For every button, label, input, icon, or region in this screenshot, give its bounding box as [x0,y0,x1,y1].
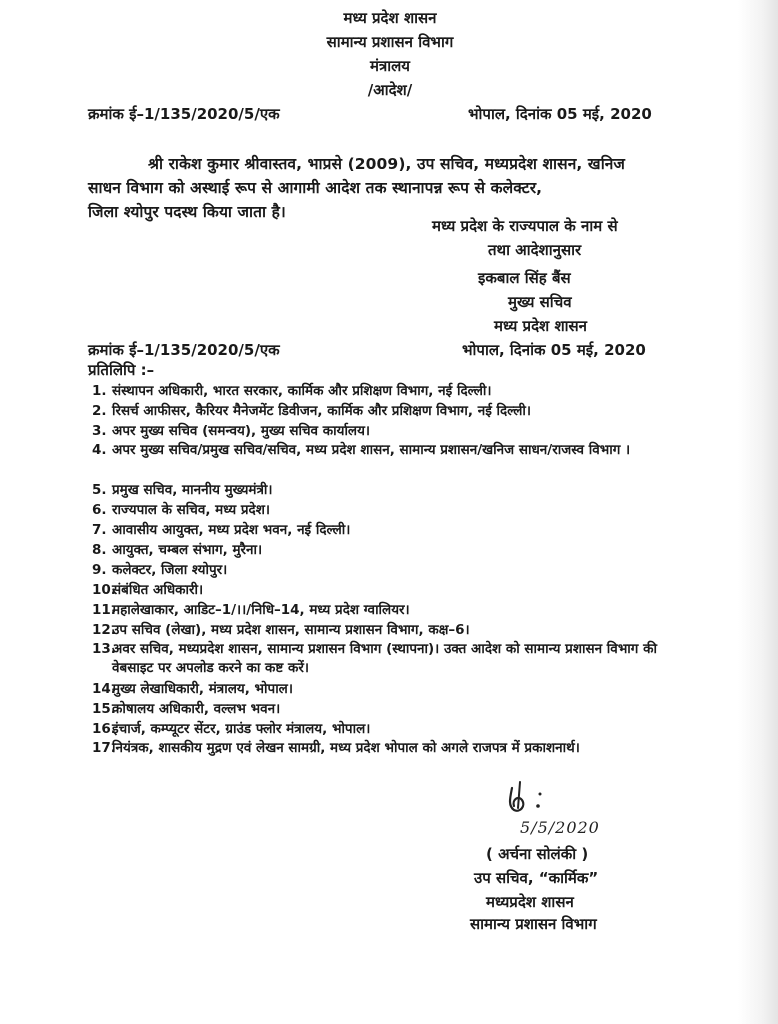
list-item: 16. इंचार्ज, कम्प्यूटर सेंटर, ग्राउंड फ्लोर मंत्रालय, भोपाल। [92,721,371,737]
header-order-title: /आदेश/ [367,81,413,99]
list-item: 1. संस्थापन अधिकारी, भारत सरकार, कार्मिक और प्रशिक्षण विभाग, नई दिल्ली। [92,383,492,399]
list-item: 5. प्रमुख सचिव, माननीय मुख्यमंत्री। [92,482,273,498]
signatory1-office: मध्य प्रदेश शासन [494,317,588,335]
list-item: 10. संबंधित अधिकारी। [92,582,204,598]
order-body-line-2: साधन विभाग को अस्थाई रूप से आगामी आदेश तक स्थानापन्न रूप से कलेक्टर, [88,179,543,197]
list-item: 17. नियंत्रक, शासकीय मुद्रण एवं लेखन सामग्री, मध्य प्रदेश भोपाल को अगले राजपत्र में प्रकाशनार्थ। [92,740,580,756]
list-item: 8. आयुक्त, चम्बल संभाग, मुरैना। [92,542,263,558]
authority-line-1: मध्य प्रदेश के राज्यपाल के नाम से [432,217,618,235]
signatory1-designation: मुख्य सचिव [508,293,572,311]
list-item: 13. अवर सचिव, मध्यप्रदेश शासन, सामान्य प्रशासन विभाग (स्थापना)। उक्त आदेश को सामान्य प्रशासन विभाग की वेबसाइट पर अपलोड करने का कष्ट करें। [92,641,657,676]
signatory1-name: इकबाल सिंह बैंस [478,269,571,287]
list-item: 3. अपर मुख्य सचिव (समन्वय), मुख्य सचिव कार्यालय। [92,423,371,439]
copy-order-number: क्रमांक ई–1/135/2020/5/एक [88,341,280,359]
copy-heading: प्रतिलिपि :– [88,361,155,379]
signatory2-department: सामान्य प्रशासन विभाग [470,915,597,933]
authority-line-2: तथा आदेशानुसार [488,241,582,259]
signatory2-office: मध्यप्रदेश शासन [486,893,574,911]
handwritten-date: 5/5/2020 [520,818,600,837]
list-item: 2. रिसर्च आफीसर, कैरियर मैनेजमेंट डिवीजन, कार्मिक और प्रशिक्षण विभाग, नई दिल्ली। [92,403,532,419]
list-item: 7. आवासीय आयुक्त, मध्य प्रदेश भवन, नई दिल्ली। [92,522,351,538]
list-item: 12. उप सचिव (लेखा), मध्य प्रदेश शासन, सामान्य प्रशासन विभाग, कक्ष–6। [92,622,470,638]
header-government: मध्य प्रदेश शासन [343,9,437,27]
copy-place-date: भोपाल, दिनांक 05 मई, 2020 [462,341,646,359]
header-department: सामान्य प्रशासन विभाग [326,33,454,51]
signatory2-designation: उप सचिव, “कार्मिक” [474,869,599,887]
signatory2-name: ( अर्चना सोलंकी ) [486,845,589,863]
order-number: क्रमांक ई–1/135/2020/5/एक [88,105,280,123]
list-item: 15. कोषालय अधिकारी, वल्लभ भवन। [92,701,281,717]
order-body-line-3: जिला श्योपुर पदस्थ किया जाता है। [88,203,286,221]
list-item: 14. मुख्य लेखाधिकारी, मंत्रालय, भोपाल। [92,681,293,697]
order-place-date: भोपाल, दिनांक 05 मई, 2020 [468,105,652,123]
list-item: 9. कलेक्टर, जिला श्योपुर। [92,562,228,578]
order-body-line-1: श्री राकेश कुमार श्रीवास्तव, भाप्रसे (2009), उप सचिव, मध्यप्रदेश शासन, खनिज [148,155,626,173]
list-item: 4. अपर मुख्य सचिव/प्रमुख सचिव/सचिव, मध्य प्रदेश शासन, सामान्य प्रशासन/खनिज साधन/राजस्व विभाग । [92,442,631,458]
list-item: 11. महालेखाकार, आडिट–1/।।/निधि–14, मध्य प्रदेश ग्वालियर। [92,602,410,618]
list-item: 6. राज्यपाल के सचिव, मध्य प्रदेश। [92,502,271,518]
header-ministry: मंत्रालय [369,57,410,75]
page-edge-shadow [738,0,778,1024]
copy-recipient-list [92,381,692,778]
handwritten-signature [500,780,560,820]
